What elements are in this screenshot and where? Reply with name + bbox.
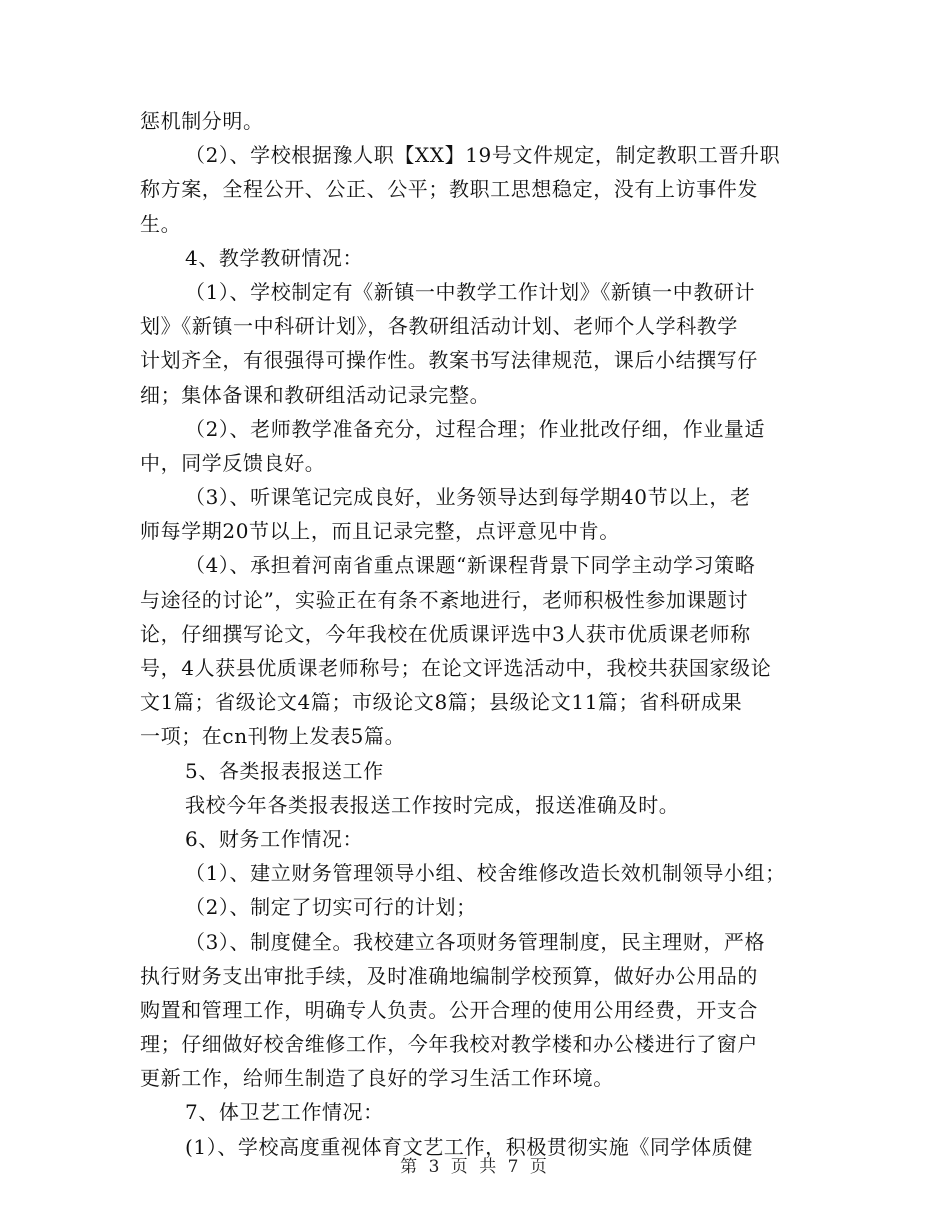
text-line: 号，4人获县优质课老师称号；在论文评选活动中，我校共获国家级论 [140,656,772,680]
document-body [140,104,830,1164]
text-line: 7、体卫艺工作情况： [185,1100,384,1125]
text-line: (1）、学校高度重视体育文艺工作，积极贯彻实施《同学体质健 [185,1134,753,1159]
text-line: 购置和管理工作，明确专人负责。公开合理的使用公用经费，开支合 [140,997,758,1022]
text-line: （2）、制定了切实可行的计划； [185,895,477,920]
text-line: 细；集体备课和教研组活动记录完整。 [140,382,491,407]
text-line: 更新工作，给师生制造了良好的学习生活工作环境。 [140,1066,614,1091]
text-line: 执行财务支出审批手续，及时准确地编制学校预算，做好办公用品的 [140,963,758,988]
text-line: （4）、承担着河南省重点课题“新课程背景下同学主动学习策略 [185,553,756,578]
page-number-footer: 第 3 页 共 7 页 [400,1157,550,1177]
text-line: 一项；在cn刊物上发表5篇。 [140,724,406,749]
text-line: 理；仔细做好校舍维修工作，今年我校对教学楼和办公楼进行了窗户 [140,1032,758,1057]
text-line: （2）、老师教学准备充分，过程合理；作业批改仔细，作业量适 [185,416,766,441]
text-line: 惩机制分明。 [140,109,264,133]
text-line: 4、教学教研情况： [185,245,364,270]
text-line: 师每学期20节以上，而且记录完整，点评意见中肯。 [140,519,620,544]
text-line: 中，同学反馈良好。 [140,450,326,475]
text-line: 文1篇；省级论文4篇；市级论文8篇；县级论文11篇；省科研成果 [140,690,743,715]
text-line: （1）、建立财务管理领导小组、校舍维修改造长效机制领导小组； [185,861,786,886]
text-line: （1）、学校制定有《新镇一中教学工作计划》《新镇一中教研计 [185,279,756,304]
text-line: 我校今年各类报表报送工作按时完成，报送准确及时。 [185,792,680,817]
text-line: 生。 [140,211,182,236]
text-line: 与途径的讨论”，实验正在有条不紊地进行，老师积极性参加课题讨 [140,587,749,612]
text-line: 5、各类报表报送工作 [185,758,384,783]
text-line: （3）、听课笔记完成良好，业务领导达到每学期40节以上，老 [185,485,751,510]
text-line: 划》《新镇一中科研计划》，各教研组活动计划、老师个人学科教学 [140,314,738,339]
text-line: 计划齐全，有很强得可操作性。教案书写法律规范，课后小结撰写仔 [140,348,758,373]
text-line: 论，仔细撰写论文，今年我校在优质课评选中3人获市优质课老师称 [140,621,751,646]
text-line: 称方案，全程公开、公正、公平；教职工思想稳定，没有上访事件发 [140,177,758,202]
text-line: 6、财务工作情况： [185,826,364,851]
text-line: （2）、学校根据豫人职【XX】19号文件规定，制定教职工晋升职 [185,143,781,168]
text-line: （3）、制度健全。我校建立各项财务管理制度，民主理财，严格 [185,929,766,954]
